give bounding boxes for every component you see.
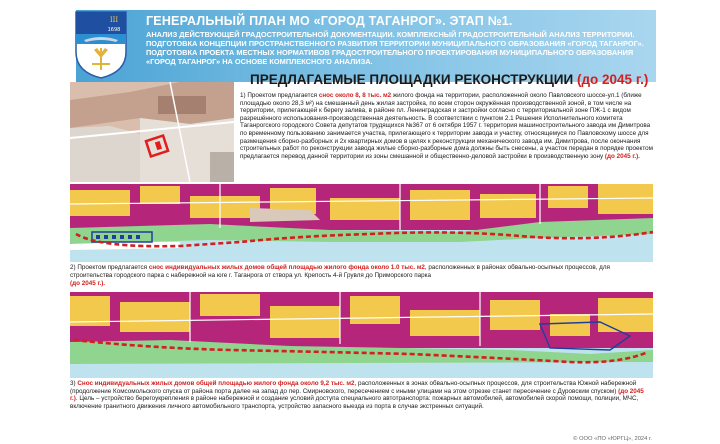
paragraph-2-date: (до 2045 г.). <box>70 280 106 287</box>
paragraph-3-body: , расположенных в зонах обвально-осыпных процессов, для строительства Южной набережной (продолжение Комсомольского спуска от района порта далее на запад до пер. Смирновского, пересечением с иными улицами на этом отрезке станет пересечение с Дуровским спуском) <box>70 380 637 395</box>
site-map-3 <box>70 292 653 378</box>
paragraph-3 <box>70 380 653 410</box>
paragraph-1-highlight: снос около 8, 8 тыс. м2 <box>318 92 392 99</box>
paragraph-1-lead: 1) Проектом предлагается <box>240 92 319 99</box>
paragraph-1 <box>240 92 654 160</box>
site-map-2 <box>70 184 653 262</box>
page-title-text: ПРЕДЛАГАЕМЫЕ ПЛОЩАДКИ РЕКОНСТРУКЦИИ <box>250 72 577 87</box>
paragraph-1-date: (до 2045 г.). <box>604 152 640 160</box>
coat-numeral: III <box>109 16 119 24</box>
paragraph-2 <box>70 264 653 279</box>
paragraph-2-lead: 2) Проектом предлагается <box>70 264 149 271</box>
coat-of-arms-icon <box>72 8 130 80</box>
site-map-1 <box>70 82 234 182</box>
paragraph-3-highlight: Снос индивидуальных жилых домов общей площадью жилого фонда около 9,2 тыс. м2 <box>77 380 355 387</box>
paragraph-1-body: жилого фонда на территории, расположенной около Павловского шоссе-ул.1 (ближе площадью около 28,3 м²) на смешанный день жилая застройка, по всем сторон окружённая производственной зоной, в том числе на территории, прилегающей к берегу залива, в районе пл. Ленинградская и застройки согласно с территориальной зоне ПЖ-1 с видом разрешённого использования-производственная деятельность. В соответствии с пунктом 2.1 Решения Исполнительного комитета Таганрогского городского Совета депутатов трудящихся №367 от 6 октября 1957 г. территория машиностроительного завода им Димитрова по временному пользованию занимается участка, прилегающего к территории завода и участку, относящемуся по Павловскому шоссе для размещения сборно-разборных и 2х квартирных домов в целях к реконструкции механического завода им. Димитрова, после окончания строительных работ по реконструкции завода жилые сборно-разборные дома должны быть снесены, а участок передан в порядке проектом предлагается перевод данной территории из зоны смешанной и общественно-деловой застройки в производственную зону <box>240 92 654 160</box>
paragraph-2-date-line <box>70 280 170 288</box>
banner-subtitle: АНАЛИЗ ДЕЙСТВУЮЩЕЙ ГРАДОСТРОИТЕЛЬНОЙ ДОКУМЕНТАЦИИ. КОМПЛЕКСНЫЙ ГРАДОСТРОИТЕЛЬНЫЙ АНАЛИЗ ТЕРРИТОРИИ. ПОДГОТОВКА КОНЦЕПЦИИ ПРОСТРАНСТВЕННОГО РАЗВИТИЯ ТЕРРИТОРИИ МУНИЦИПАЛЬНОГО ОБРАЗОВАНИЯ «ГОРОД ТАГАНРОГ». ПОДГОТОВКА ПРОЕКТА МЕСТНЫХ НОРМАТИВОВ ГРАДОСТРОИТЕЛЬНОГО ПРОЕКТИРОВАНИЯ МУНИЦИПАЛЬНОГО ОБРАЗОВАНИЯ «ГОРОД ТАГАНРОГ» НА ОСНОВЕ КОМПЛЕКСНОГО АНАЛИЗА. <box>146 30 644 66</box>
copyright-footer: © ООО «ПО «ЮРГЦ», 2024 г. <box>573 436 652 442</box>
banner-title: ГЕНЕРАЛЬНЫЙ ПЛАН МО «ГОРОД ТАГАНРОГ». ЭТАП №1. <box>146 14 513 28</box>
coat-year: 1698 <box>107 27 121 33</box>
paragraph-2-body: , расположенных в районах обвально-осыпных процессов, для строительства городского парка с набережной на юге г. Таганрога от створа ул. Крепость 4-й Грувля до Приморского парка <box>70 264 610 279</box>
paragraph-2-highlight: снос индивидуальных жилых домов общей площадью жилого фонда около 1.0 тыс. м2 <box>148 264 425 271</box>
paragraph-3-body-2: . Цель – устройство берегоукрепления в районе набережной и создание условий доступа специального автотранспорта: пожарных автомобилей, автомобилей скорой помощи, полиции, МЧС, включение гранитного движения личного автомобильного транспорта, устройство запасного выезда из порта в случае экстренных ситуаций. <box>70 395 639 410</box>
page-title <box>250 72 648 87</box>
paragraph-3-date: (до 2045 г.) <box>70 387 644 403</box>
page-title-year: (до 2045 г.) <box>576 72 649 87</box>
paragraph-3-lead: 3) <box>70 380 78 387</box>
